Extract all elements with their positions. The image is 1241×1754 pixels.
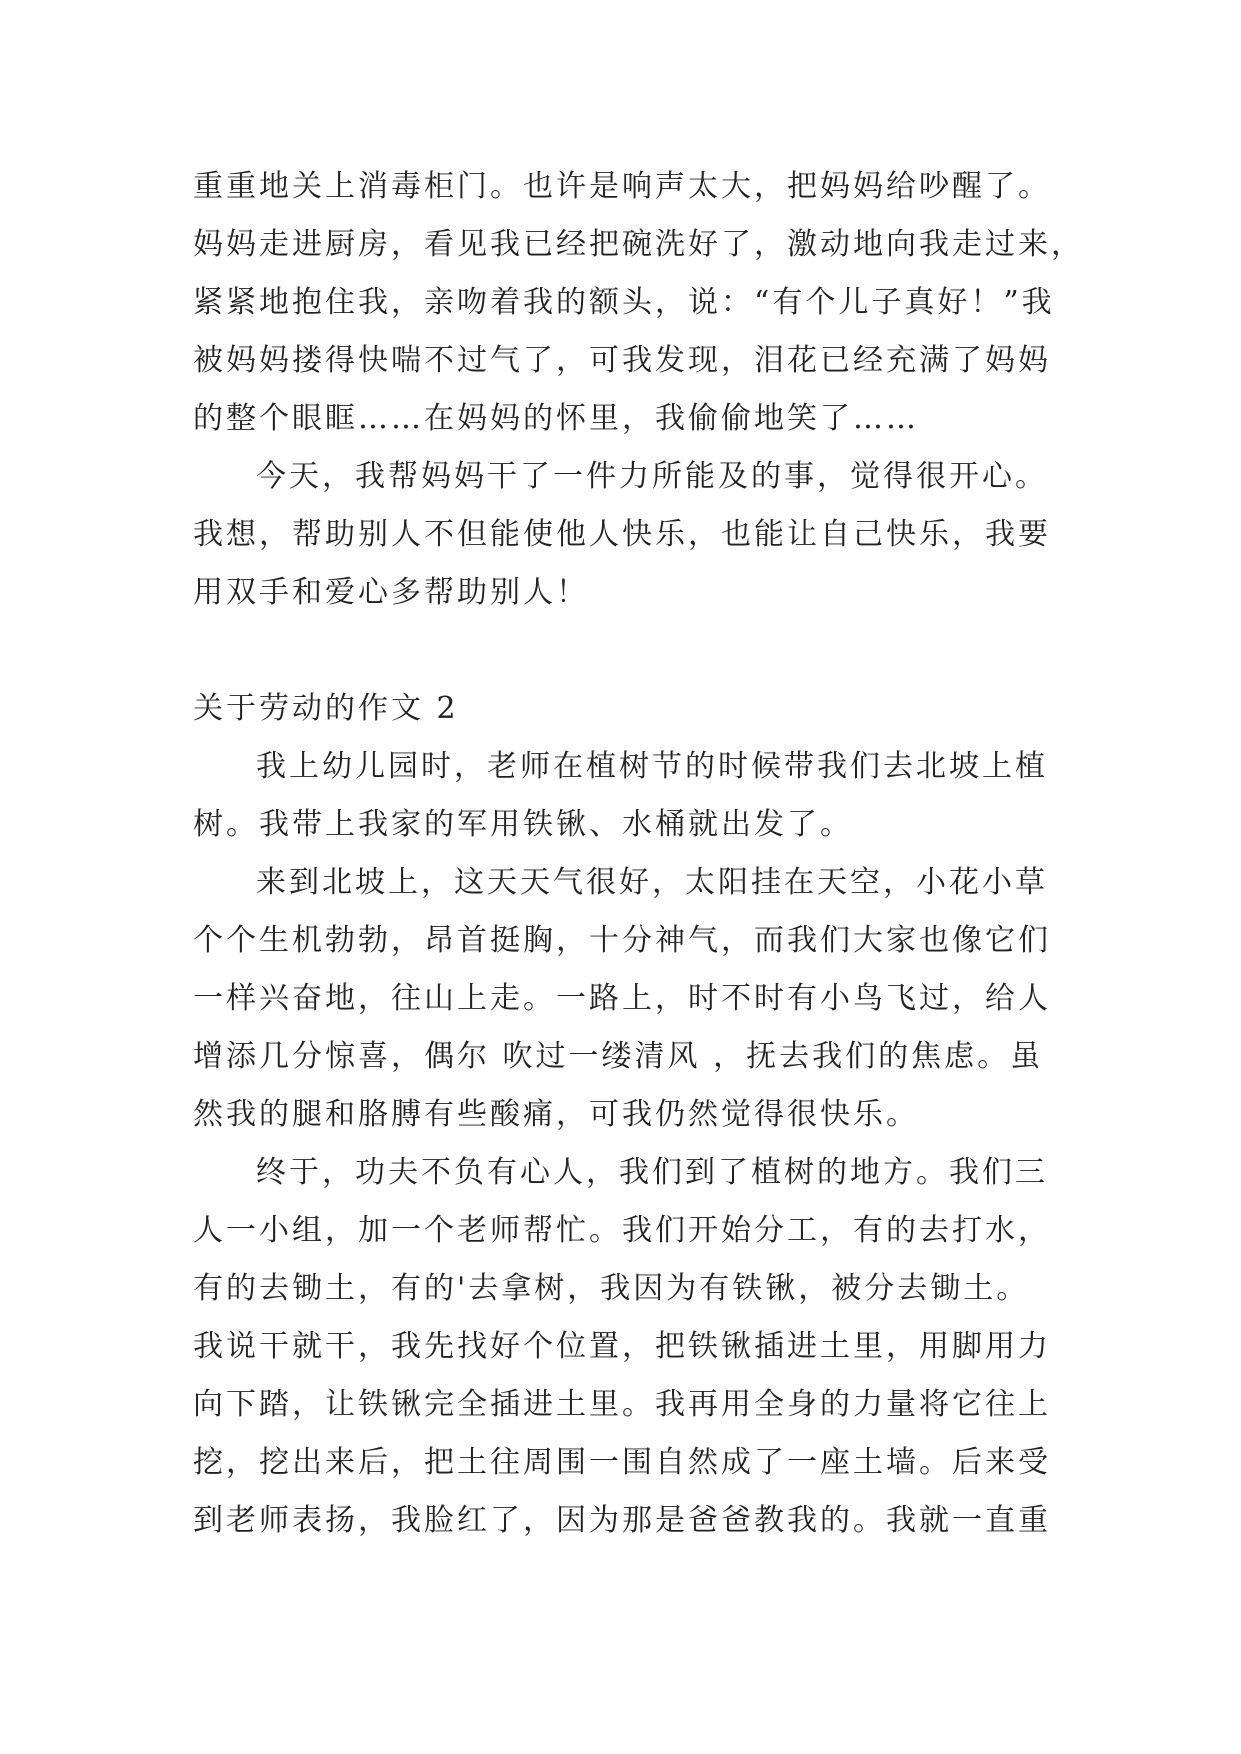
text-line: 人一小组，加一个老师帮忙。我们开始分工，有的去打水， bbox=[193, 1213, 1051, 1248]
text-line: 树。我带上我家的军用铁锹、水桶就出发了。 bbox=[193, 807, 853, 842]
text-line: 我上幼儿园时，老师在植树节的时候带我们去北坡上植 bbox=[256, 749, 1048, 784]
section-heading: 关于劳动的作文 2 bbox=[193, 691, 459, 726]
text-line: 增添几分惊喜，偶尔 吹过一缕清风 ，抚去我们的焦虑。虽 bbox=[193, 1039, 1044, 1074]
text-line: 来到北坡上，这天天气很好，太阳挂在天空，小花小草 bbox=[256, 865, 1048, 900]
text-line: 个个生机勃勃，昂首挺胸，十分神气，而我们大家也像它们 bbox=[193, 923, 1051, 958]
text-line: 挖，挖出来后，把土往周围一围自然成了一座土墙。后来受 bbox=[193, 1445, 1051, 1480]
text-line: 紧紧地抱住我，亲吻着我的额头，说：“有个儿子真好！”我 bbox=[193, 285, 1055, 320]
text-line: 被妈妈搂得快喘不过气了，可我发现，泪花已经充满了妈妈 bbox=[193, 343, 1051, 378]
text-line: 用双手和爱心多帮助别人！ bbox=[193, 575, 589, 610]
text-line: 终于，功夫不负有心人，我们到了植树的地方。我们三 bbox=[256, 1155, 1048, 1190]
text-line: 然我的腿和胳膊有些酸痛，可我仍然觉得很快乐。 bbox=[193, 1097, 919, 1132]
text-line: 到老师表扬，我脸红了，因为那是爸爸教我的。我就一直重 bbox=[193, 1503, 1051, 1538]
text-line: 向下踏，让铁锹完全插进土里。我再用全身的力量将它往上 bbox=[193, 1387, 1051, 1422]
text-line: 今天，我帮妈妈干了一件力所能及的事，觉得很开心。 bbox=[256, 459, 1048, 494]
text-line: 重重地关上消毒柜门。也许是响声太大，把妈妈给吵醒了。 bbox=[193, 169, 1051, 204]
text-line: 有的去锄土，有的'去拿树，我因为有铁锹，被分去锄土。 bbox=[193, 1271, 1030, 1306]
text-line: 我说干就干，我先找好个位置，把铁锹插进土里，用脚用力 bbox=[193, 1329, 1051, 1364]
text-line: 妈妈走进厨房，看见我已经把碗洗好了，激动地向我走过来， bbox=[193, 227, 1084, 262]
text-line: 的整个眼眶……在妈妈的怀里，我偷偷地笑了…… bbox=[193, 401, 919, 436]
text-line: 一样兴奋地，往山上走。一路上，时不时有小鸟飞过，给人 bbox=[193, 981, 1051, 1016]
text-line: 我想，帮助别人不但能使他人快乐，也能让自己快乐，我要 bbox=[193, 517, 1051, 552]
